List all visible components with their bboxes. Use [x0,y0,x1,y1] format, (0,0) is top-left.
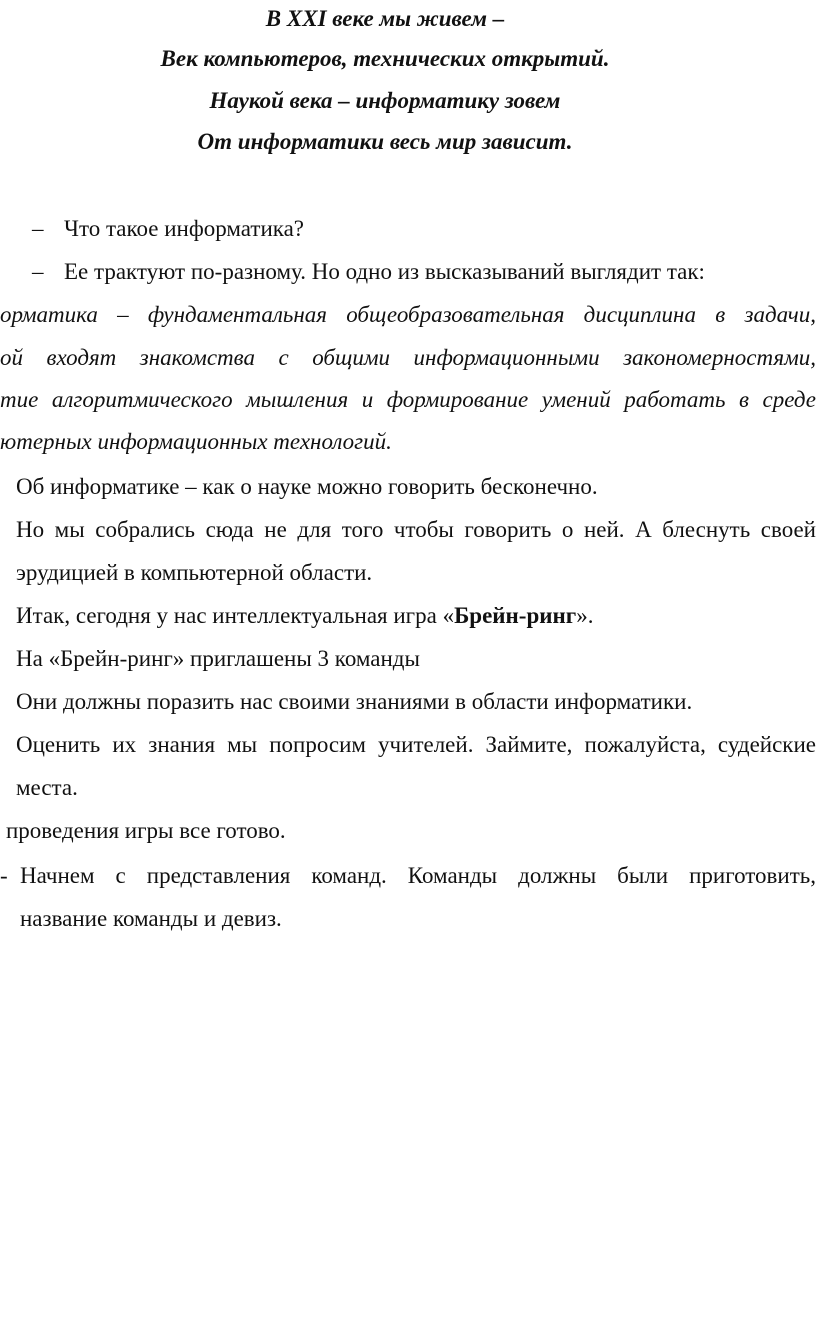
dash-marker: – [32,259,44,284]
poem-line-3: Наукой века – информатику зовем [209,88,561,113]
definition-line-4: ютерных информационных технологий. [0,429,392,454]
paragraph-6-line-1: Оценить их знания мы попросим учителей. Займите, пожалуйста, судейские [16,732,816,757]
paragraph-6-line-2: места. [16,775,78,800]
paragraph-3 [16,601,593,631]
question-1: Что такое информатика? [64,216,305,241]
paragraph-8-line-1: Начнем с представления команд. Команды должны были приготовить, [20,863,816,888]
game-name: Брейн-ринг [454,603,577,628]
paragraph-8-line-2: название команды и девиз. [20,906,282,931]
definition-line-1: орматика – фундаментальная общеобразовательная дисциплина в задачи, [0,302,816,327]
paragraph-4: На «Брейн-ринг» приглашены 3 команды [16,646,420,671]
dash-marker: - [0,863,8,888]
paragraph-5: Они должны поразить нас своими знаниями в области информатики. [16,689,693,714]
paragraph-3-after: ». [576,603,594,628]
poem-line-2: Век компьютеров, технических открытий. [160,46,610,71]
poem-line-1: В XXI веке мы живем – [265,6,505,31]
paragraph-3-before: Итак, сегодня у нас интеллектуальная игра « [16,603,455,628]
definition-line-3: тие алгоритмического мышления и формирование умений работать в среде [0,387,816,412]
poem-line-4: От информатики весь мир зависит. [197,129,573,154]
paragraph-1: Об информатике – как о науке можно говорить бесконечно. [16,474,598,499]
definition-line-2: ой входят знакомства с общими информационными закономерностями, [0,345,816,370]
question-2: Ее трактуют по-разному. Но одно из высказываний выглядит так: [64,259,705,284]
paragraph-2-line-2: эрудицией в компьютерной области. [16,560,373,585]
paragraph-7: проведения игры все готово. [6,818,286,843]
paragraph-2-line-1: Но мы собрались сюда не для того чтобы говорить о ней. А блеснуть своей [16,517,816,542]
dash-marker: – [32,216,44,241]
